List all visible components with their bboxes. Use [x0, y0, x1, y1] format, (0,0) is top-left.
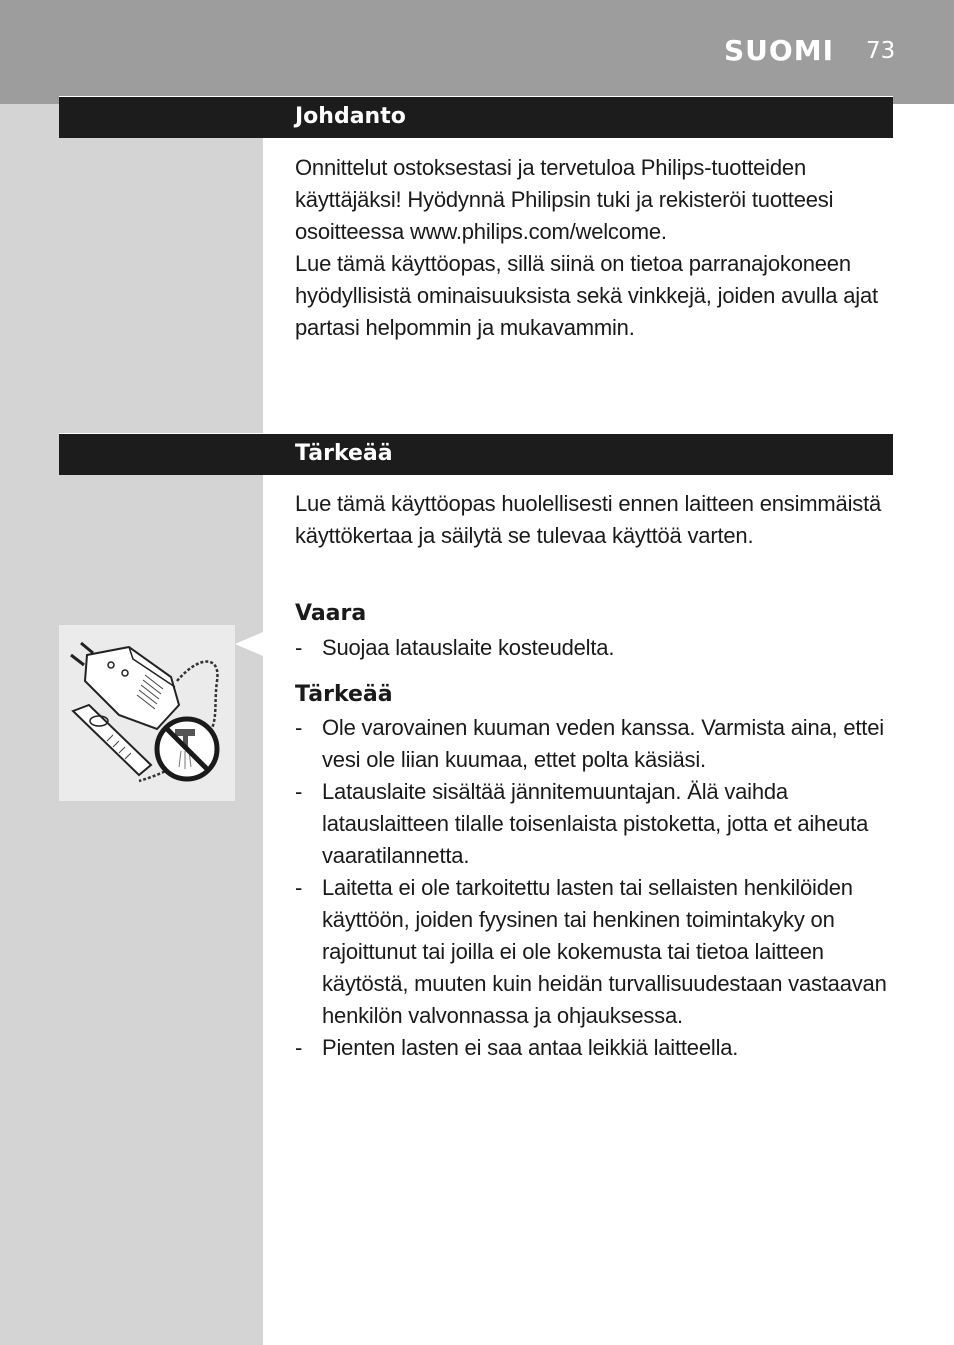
list-item [295, 872, 895, 1032]
list-item [295, 1032, 895, 1064]
section-bar-important [59, 433, 893, 475]
important-heading: Tärkeää [295, 682, 393, 707]
section-bar-intro [59, 96, 893, 138]
intro-paragraph-2: Lue tämä käyttöopas, sillä siinä on tietoa parranajokoneen hyödyllisistä ominaisuuksista sekä vinkkejä, joiden avulla ajat partasi helpommin ja mukavammin. [295, 251, 878, 340]
important-list [295, 712, 895, 1064]
list-item-text: Laitetta ei ole tarkoitettu lasten tai sellaisten henkilöiden käyttöön, joiden fyysinen tai henkinen toimintakyky on rajoittunut tai joilla ei ole kokemusta tai tietoa laitteen käytöstä, muuten kuin heidän turvallisuudestaan vastaavan henkilön valvonnassa ja ohjauksessa. [322, 875, 887, 1028]
list-item [295, 712, 895, 776]
list-item [295, 776, 895, 872]
list-item-text: Latauslaite sisältää jännitemuuntajan. Älä vaihda latauslaitteen tilalle toisenlaista pistoketta, jotta et aiheuta vaaratilannetta. [322, 779, 869, 868]
danger-heading: Vaara [295, 601, 367, 626]
danger-list [295, 632, 895, 664]
page-number: 73 [866, 38, 896, 64]
list-item-text: Ole varovainen kuuman veden kanssa. Varmista aina, ettei vesi ole liian kuumaa, ettet polta käsiäsi. [322, 715, 884, 772]
dash-marker: - [295, 779, 303, 804]
section-title-intro: Johdanto [295, 104, 406, 129]
dash-marker: - [295, 635, 303, 660]
dash-marker: - [295, 875, 303, 900]
important-intro [295, 488, 895, 552]
charger-no-water-icon [59, 625, 235, 801]
illustration-pointer [235, 632, 263, 656]
list-item [295, 632, 895, 664]
important-intro-paragraph: Lue tämä käyttöopas huolellisesti ennen laitteen ensimmäistä käyttökertaa ja säilytä se tulevaa käyttöä varten. [295, 491, 882, 548]
intro-text [295, 152, 895, 344]
section-title-important: Tärkeää [295, 441, 393, 466]
charger-illustration [59, 625, 235, 801]
intro-paragraph-1: Onnittelut ostoksestasi ja tervetuloa Philips-tuotteiden käyttäjäksi! Hyödynnä Philipsin tuki ja rekisteröi tuotteesi osoitteessa www.philips.com/welcome. [295, 155, 834, 244]
list-item-text: Suojaa latauslaite kosteudelta. [322, 635, 615, 660]
list-item-text: Pienten lasten ei saa antaa leikkiä laitteella. [322, 1035, 739, 1060]
dash-marker: - [295, 715, 303, 740]
language-title: SUOMI [724, 34, 834, 67]
dash-marker: - [295, 1035, 303, 1060]
